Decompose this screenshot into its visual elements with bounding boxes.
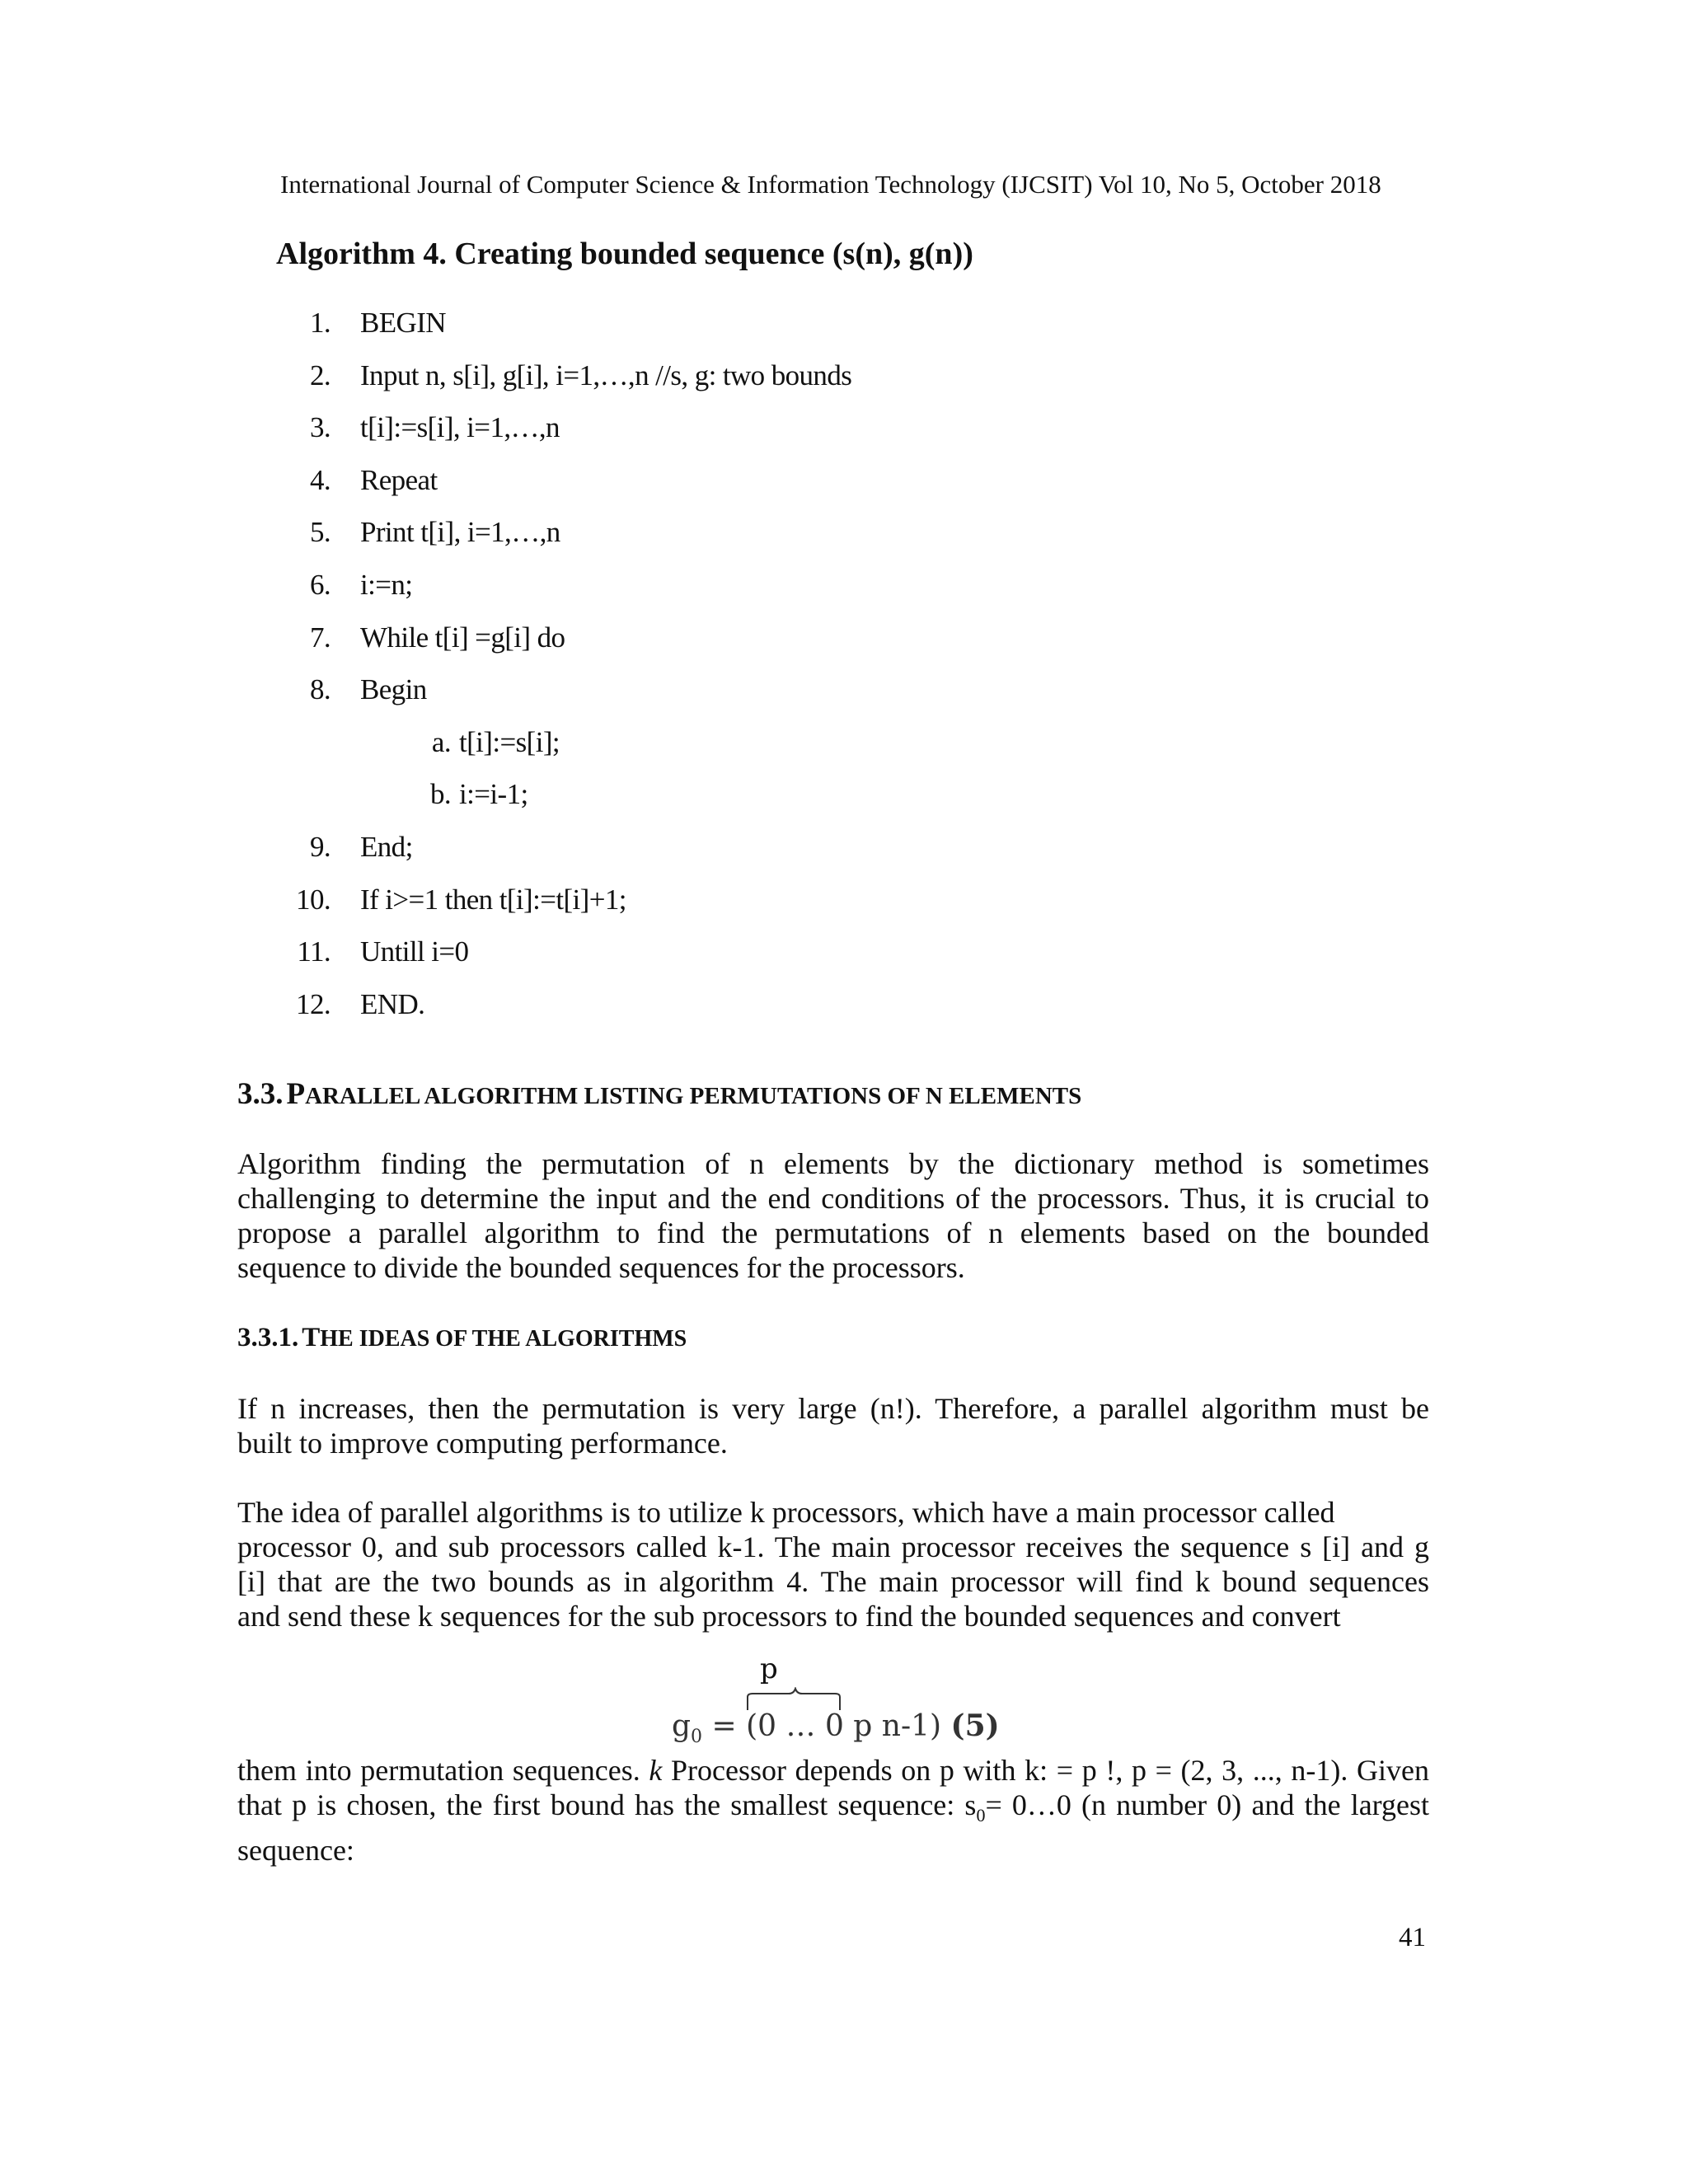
step-text: Print t[i], i=1,…,n bbox=[360, 516, 560, 549]
step-text: END. bbox=[360, 987, 425, 1020]
step-text: End; bbox=[360, 831, 413, 863]
step-text: If i>=1 then t[i]:=t[i]+1; bbox=[360, 883, 626, 916]
text-line: processor 0, and sub processors called k-1. The main processor receives the sequence s [i] and g bbox=[237, 1530, 1429, 1563]
text-line: built to improve computing performance. bbox=[237, 1427, 728, 1460]
algorithm-title: Algorithm 4. Creating bounded sequence (s(n), g(n)) bbox=[276, 237, 973, 271]
step-text: BEGIN bbox=[360, 307, 446, 339]
text-line: If n increases, then the permutation is very large (n!). Therefore, a parallel algorithm must be bbox=[237, 1392, 1429, 1425]
step-number: 1. bbox=[309, 307, 331, 339]
step-number: 4. bbox=[309, 463, 331, 496]
brace-label: p bbox=[760, 1652, 778, 1685]
journal-header: International Journal of Computer Science & Information Technology (IJCSIT) Vol 10, No 5, October 2018 bbox=[280, 170, 1381, 199]
step-number: 11. bbox=[297, 935, 331, 968]
text-line: challenging to determine the input and the end conditions of the processors. Thus, it is crucial to bbox=[237, 1182, 1429, 1215]
step-number: 2. bbox=[309, 359, 331, 391]
step-number: 10. bbox=[296, 883, 331, 916]
paragraph-permutation-sequences bbox=[237, 1753, 1429, 1868]
paragraph-parallel-idea bbox=[237, 1495, 1429, 1633]
step-number: a. bbox=[431, 725, 451, 758]
text-line: sequence to divide the bounded sequences for the processors. bbox=[237, 1251, 965, 1284]
text-line: propose a parallel algorithm to find the permutations of n elements based on the bounded bbox=[237, 1216, 1429, 1249]
step-number: 9. bbox=[309, 831, 331, 863]
section-heading-3-3: 3.3. PARALLEL ALGORITHM LISTING PERMUTATIONS OF N ELEMENTS bbox=[237, 1077, 1082, 1111]
page-number: 41 bbox=[1399, 1923, 1426, 1952]
text-line: them into permutation sequences. k Processor depends on p with k: = p !, p = (2, 3, ..., n-1). Given bbox=[237, 1754, 1429, 1787]
step-number: 8. bbox=[309, 673, 331, 706]
step-text: t[i]:=s[i]; bbox=[459, 725, 560, 758]
step-text: i:=i-1; bbox=[459, 778, 528, 811]
section-heading-3-3-1: 3.3.1. THE IDEAS OF THE ALGORITHMS bbox=[237, 1323, 687, 1352]
step-text: Begin bbox=[360, 673, 427, 706]
equation-body: $g_0 = (0$ … 0 p n-1) (5) bbox=[672, 1708, 1000, 1748]
step-text: Untill i=0 bbox=[360, 935, 469, 968]
step-text: Repeat bbox=[360, 463, 438, 496]
text-line: and send these k sequences for the sub processors to find the bounded sequences and convert bbox=[237, 1600, 1341, 1633]
text-line: [i] that are the two bounds as in algorithm 4. The main processor will find k bound sequences bbox=[237, 1565, 1429, 1598]
step-number: 12. bbox=[296, 987, 331, 1020]
step-number: b. bbox=[429, 778, 451, 811]
text-line: sequence: bbox=[237, 1834, 354, 1868]
step-number: 6. bbox=[309, 569, 331, 601]
step-text: While t[i] =g[i] do bbox=[360, 621, 565, 654]
paragraph-n-increases bbox=[237, 1391, 1429, 1460]
text-line: that p is chosen, the first bound has the smallest sequence: $s_0=$ 0…0 (n number 0) and the largest bbox=[237, 1788, 1430, 1826]
text-line: The idea of parallel algorithms is to utilize k processors, which have a main processor called bbox=[237, 1496, 1335, 1529]
step-text: Input n, s[i], g[i], i=1,…,n //s, g: two bounds bbox=[360, 359, 852, 391]
step-number: 3. bbox=[309, 411, 331, 444]
step-text: i:=n; bbox=[360, 569, 413, 601]
step-number: 7. bbox=[309, 621, 331, 654]
paragraph-dictionary-method bbox=[237, 1146, 1429, 1285]
step-text: t[i]:=s[i], i=1,…,n bbox=[360, 411, 560, 444]
step-number: 5. bbox=[309, 516, 331, 549]
text-line: Algorithm finding the permutation of n elements by the dictionary method is sometimes bbox=[237, 1147, 1429, 1180]
equation-5 bbox=[672, 1652, 1018, 1747]
